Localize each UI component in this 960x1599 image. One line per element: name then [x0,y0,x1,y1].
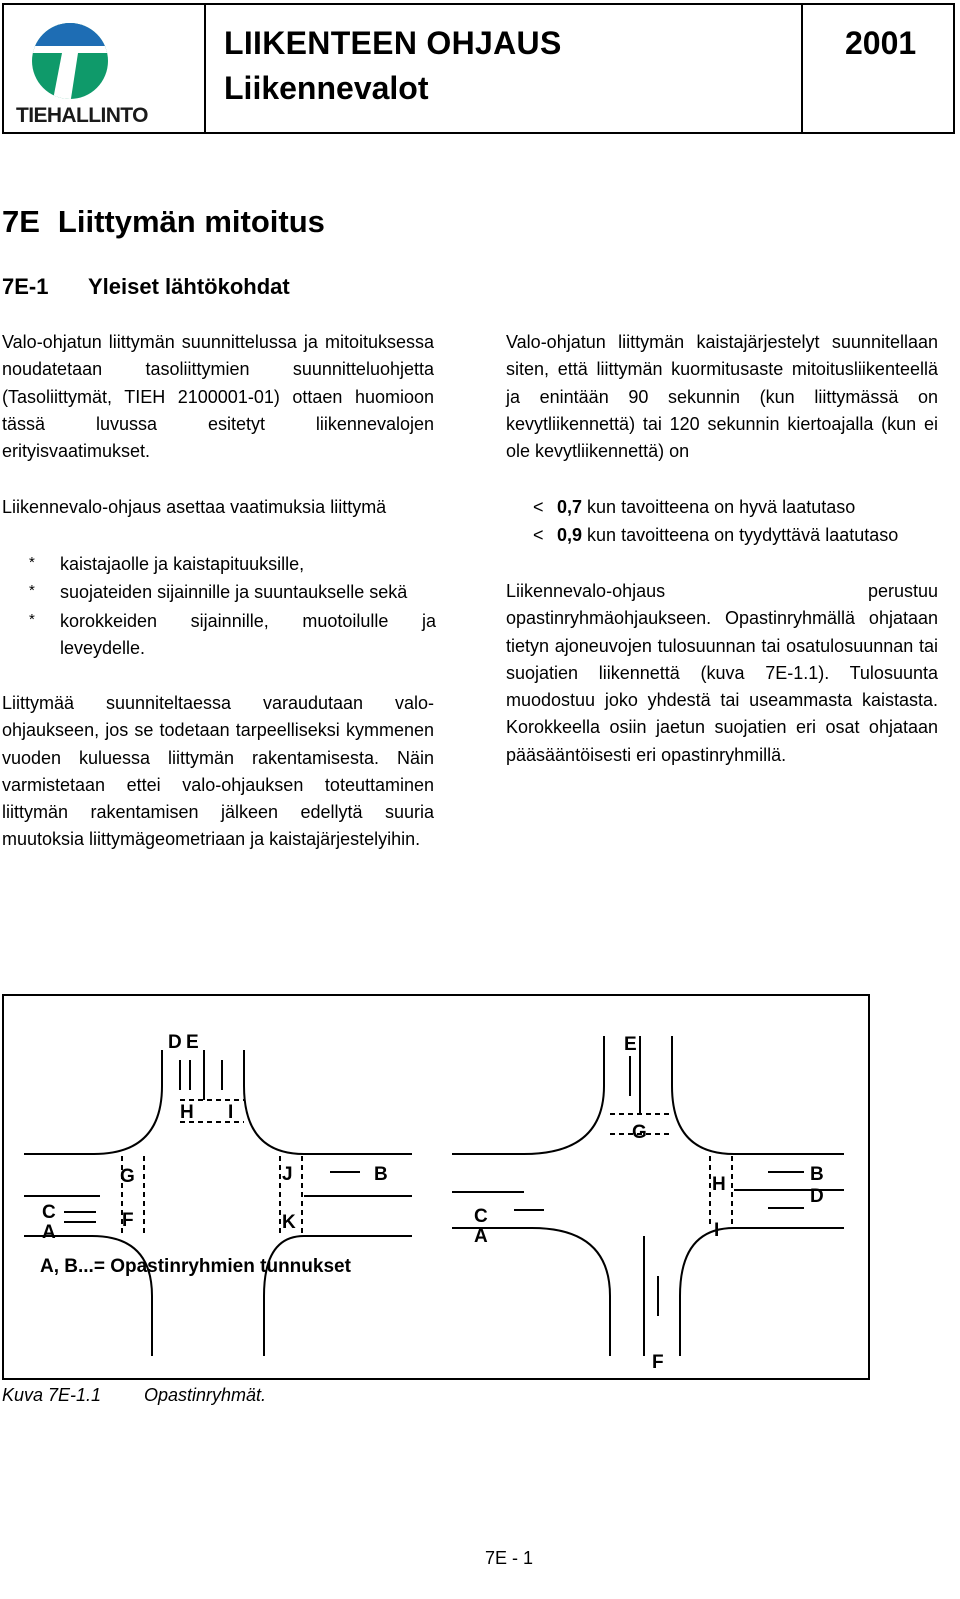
section-title: Yleiset lähtökohdat [88,274,290,299]
group-label-a: A [42,1222,56,1243]
group-label-i: I [228,1102,234,1123]
page-number: 7E - 1 [485,1548,534,1568]
chapter-heading [2,204,325,240]
criterion-value: 0,7 [557,497,583,517]
group-label-k: K [282,1212,296,1233]
chapter-number: 7E [2,204,40,239]
group-label-i: I [714,1220,720,1241]
right-paragraph-1: Valo-ohjatun liittymän kaistajärjestelyt suunnitellaan siten, että liittymän kuormitusaste mitoitusliikenteellä ja enintään 90 sekunnin (kun liittymässä on kevytliikennettä) tai 120 sekunnin kiertoajalla (kun ei ole kevytliikennettä) on [506,332,938,462]
group-label-f: F [652,1352,664,1373]
road-edge [452,1036,604,1154]
bullet-text: kaistajaolle ja kaistapituuksille, [60,554,305,574]
road-edge [452,1228,610,1356]
section-heading [2,274,290,300]
bullet-text: korokkeiden sijainnille, muotoilulle ja leveydelle. [60,611,436,659]
section-number: 7E-1 [2,274,49,299]
criterion-value: 0,9 [557,525,583,545]
group-label-h: H [180,1102,194,1123]
group-label-a: A [474,1226,488,1247]
logo-text: TIEHALLINTO [16,104,148,127]
criterion-text: kun tavoitteena on hyvä laatutaso [587,497,856,517]
intersection-diagrams [4,996,868,1378]
road-edge [672,1036,844,1154]
bullet-star-icon: * [29,554,35,571]
group-label-b: B [374,1164,388,1185]
group-label-h: H [712,1174,726,1195]
header-year-cell [801,5,953,132]
group-label-c: C [474,1206,488,1227]
group-label-g: G [632,1122,647,1143]
left-paragraph-3: Liittymää suunniteltaessa varaudutaan valo-ohjaukseen, jos se todetaan tarpeelliseksi kymmenen vuoden kuluessa liittymän rakentamisesta. Näin varmistetaan ettei valo-ohjauksen toteuttaminen liittymän rakentamisen jälkeen edellytä suuria muutoksia liittymägeometriaan ja kaistajärjestelyihin. [2,693,434,850]
header-year: 2001 [845,25,917,61]
logo-cell [4,5,206,132]
criterion-row [533,494,855,521]
less-than-symbol: < [533,497,544,517]
bullet-star-icon: * [29,582,35,599]
header-title: LIIKENTEEN OHJAUS [224,25,562,61]
group-label-d: D [168,1032,182,1053]
road-edge [680,1228,734,1356]
page-header [2,3,955,134]
group-label-d: D [810,1186,824,1207]
bullet-text: suojateiden sijainnille ja suuntaukselle sekä [60,582,408,602]
figure-legend: A, B...= Opastinryhmien tunnukset [40,1256,351,1277]
caption-text: Opastinryhmät. [144,1385,267,1405]
criterion-text: kun tavoitteena on tyydyttävä laatutaso [587,525,899,545]
road-edge [244,1050,412,1154]
left-paragraph-2: Liikennevalo-ohjaus asettaa vaatimuksia liittymä [2,497,387,517]
header-subtitle: Liikennevalot [224,70,429,106]
road-edge [24,1050,162,1154]
group-label-e: E [624,1034,637,1055]
bullet-star-icon: * [29,611,35,628]
signal-group-figure [2,994,870,1380]
tiehallinto-logo-icon [4,5,204,105]
group-label-g: G [120,1166,135,1187]
left-paragraph-1: Valo-ohjatun liittymän suunnittelussa ja mitoituksessa noudatetaan tasoliittymien suunnitteluohjetta (Tasoliittymät, TIEH 2100001-01) ottaen huomioon tässä luvussa esitetyt liikennevalojen erityisvaatimukset. [2,332,434,462]
group-label-c: C [42,1202,56,1223]
right-paragraph-2: Liikennevalo-ohjaus perustuu opastinryhmäohjaukseen. Opastinryhmällä ohjataan tietyn ajoneuvojen tulosuunnan tai osatulosuunnan tai suojatien liikennettä (kuva 7E-1.1). Tulosuunta muodostuu joko yhdestä tai useammasta kaistasta. Korokkeella osiin jaetun suojatien eri osat ohjataan pääsääntöisesti eri opastinryhmillä. [506,581,938,765]
group-label-j: J [282,1164,293,1185]
caption-label: Kuva 7E-1.1 [2,1385,102,1405]
group-label-b: B [810,1164,824,1185]
road-edge [264,1236,304,1356]
header-title-cell [204,5,803,132]
road-edge [24,1236,152,1356]
group-label-f: F [122,1210,134,1231]
less-than-symbol: < [533,525,544,545]
criterion-row [533,522,898,549]
chapter-title: Liittymän mitoitus [57,204,325,239]
group-label-e: E [186,1032,199,1053]
figure-caption [2,1385,266,1406]
